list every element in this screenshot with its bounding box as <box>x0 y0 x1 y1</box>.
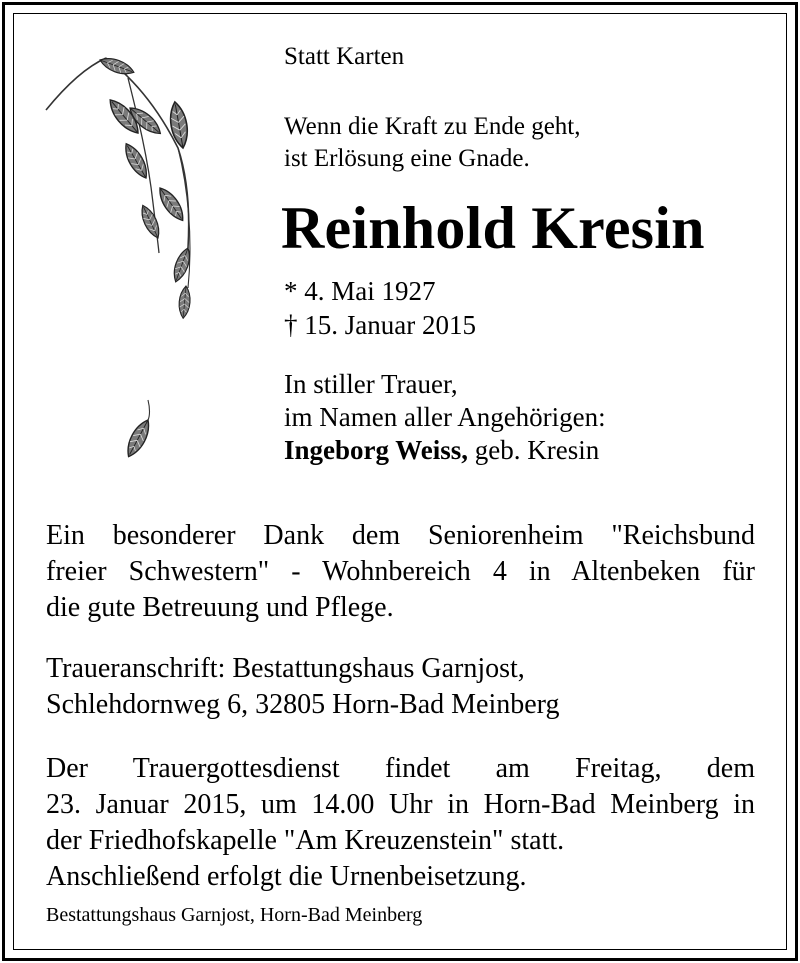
deceased-name: Reinhold Kresin <box>281 195 705 261</box>
birch-branch-icon <box>38 38 238 478</box>
service-line: Der Trauergottesdienst findet am Freitag, dem <box>46 753 755 784</box>
thanks-paragraph <box>46 518 755 626</box>
quote-line: ist Erlösung eine Gnade. <box>284 145 530 172</box>
mourners-block <box>284 368 606 467</box>
service-paragraph <box>46 751 755 895</box>
address-line: Schlehdornweg 6, 32805 Horn-Bad Meinberg <box>46 689 560 720</box>
thanks-line: Ein besonderer Dank dem Seniorenheim "Reichsbund <box>46 520 755 551</box>
mourner-name-line <box>284 434 606 467</box>
service-line: der Friedhofskapelle "Am Kreuzenstein" statt. <box>46 825 565 856</box>
mourner-name: Ingeborg Weiss, <box>284 435 469 465</box>
statt-karten: Statt Karten <box>284 43 405 70</box>
quote <box>284 111 580 175</box>
mourning-line: im Namen aller Angehörigen: <box>284 402 606 432</box>
death-date: † 15. Januar 2015 <box>284 310 476 340</box>
mourner-maiden-name: geb. Kresin <box>468 435 600 465</box>
address-line: Traueranschrift: Bestattungshaus Garnjost, <box>46 653 525 684</box>
service-line: Anschließend erfolgt die Urnenbeisetzung. <box>46 861 527 892</box>
undertaker-footer: Bestattungshaus Garnjost, Horn-Bad Meinberg <box>46 904 423 926</box>
service-line: 23. Januar 2015, um 14.00 Uhr in Horn-Bad Meinberg in <box>46 789 755 820</box>
quote-line: Wenn die Kraft zu Ende geht, <box>284 113 581 140</box>
thanks-line: die gute Betreuung und Pflege. <box>46 592 394 623</box>
thanks-line: freier Schwestern" - Wohnbereich 4 in Altenbeken für <box>46 556 755 587</box>
life-dates <box>284 274 476 342</box>
birth-date: * 4. Mai 1927 <box>284 276 436 306</box>
address-paragraph <box>46 651 755 723</box>
mourning-line: In stiller Trauer, <box>284 369 458 399</box>
